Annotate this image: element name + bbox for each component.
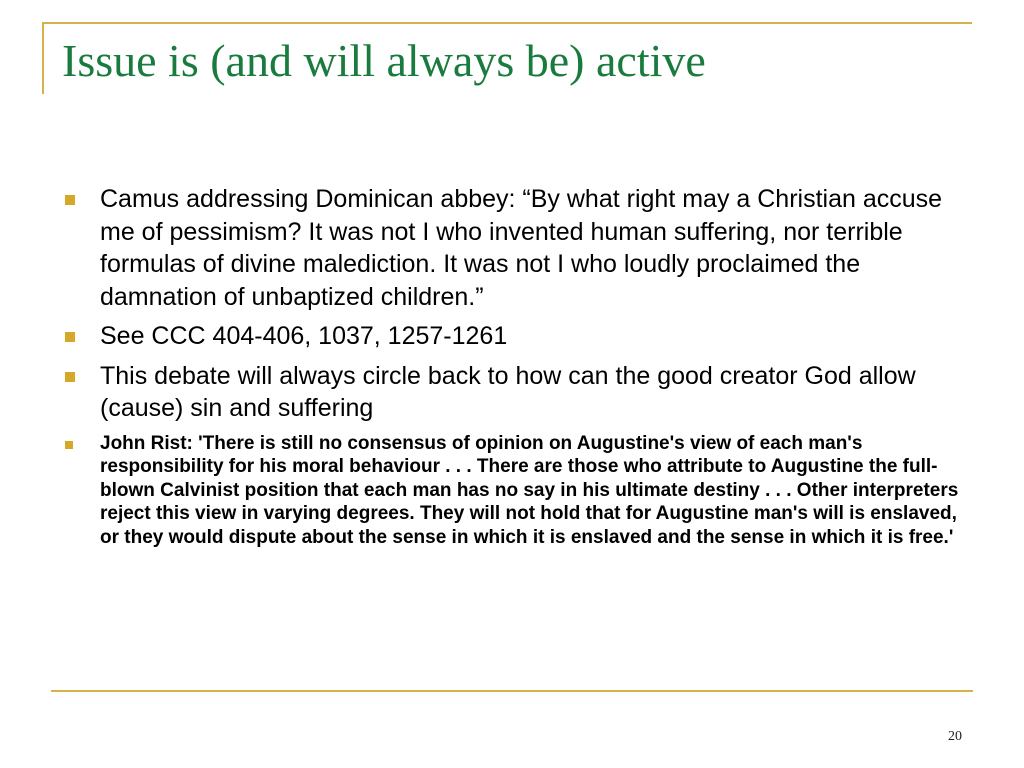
bullet-text: This debate will always circle back to how can the good creator God allow (cause) sin and suffering — [100, 361, 916, 422]
left-border-line — [42, 22, 44, 94]
page-number: 20 — [948, 729, 962, 744]
bullet-text: John Rist: 'There is still no consensus of opinion on Augustine's view of each man's responsibility for his moral behaviour . . . There are those who attribute to Augustine the full-blown Calvinist position that each man has no say in his ultimate destiny . . . Other interpreters reject this view in varying degrees. They will not hold that for Augustine man's will is enslaved, or they would dispute about the sense in which it is enslaved and the sense in which it is free.' — [100, 432, 959, 548]
bullet-text: Camus addressing Dominican abbey: “By what right may a Christian accuse me of pessimism? It was not I who invented human suffering, nor terrible formulas of divine malediction. It was not I who loudly proclaimed the damnation of unbaptized children.” — [100, 185, 943, 311]
bullet-item-camus — [62, 183, 962, 313]
bullet-item-rist — [62, 432, 962, 550]
square-bullet-icon — [65, 195, 75, 205]
bullet-text: See CCC 404-406, 1037, 1257-1261 — [100, 322, 508, 350]
slide-title: Issue is (and will always be) active — [62, 35, 706, 86]
bottom-divider — [51, 690, 973, 692]
top-border-line — [42, 22, 972, 24]
square-bullet-icon — [65, 332, 75, 342]
bullet-item-ccc — [62, 320, 962, 353]
bullet-item-debate — [62, 360, 962, 425]
slide-body — [62, 183, 962, 549]
square-bullet-icon — [65, 441, 73, 449]
square-bullet-icon — [65, 372, 75, 382]
